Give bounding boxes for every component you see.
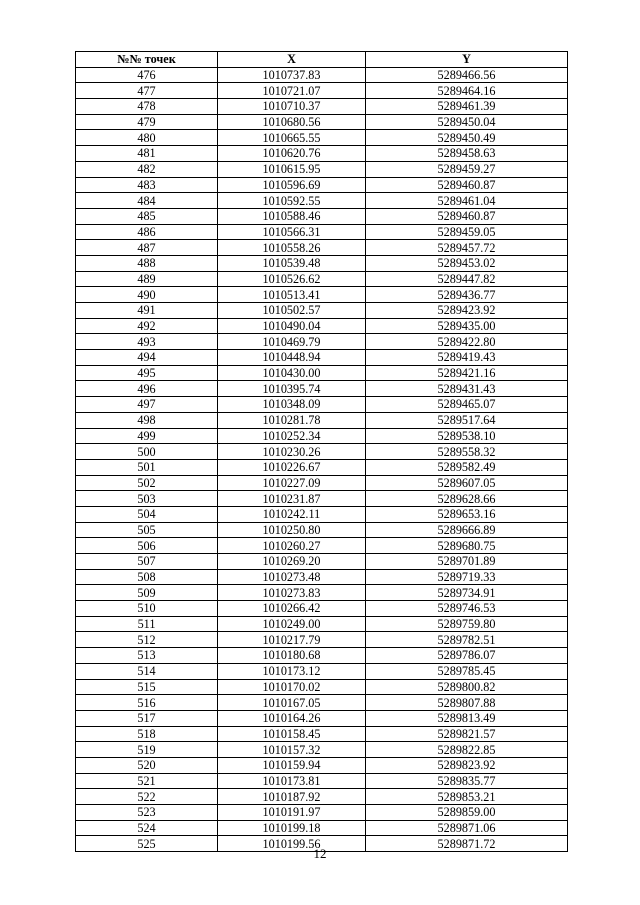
x-coordinate-cell: 1010250.80	[218, 522, 366, 538]
table-row	[76, 334, 568, 350]
table-row	[76, 491, 568, 507]
point-number-cell: 501	[76, 459, 218, 475]
table-row	[76, 569, 568, 585]
table-row	[76, 757, 568, 773]
point-number-cell: 497	[76, 397, 218, 413]
point-number-cell: 492	[76, 318, 218, 334]
y-coordinate-cell: 5289458.63	[366, 146, 568, 162]
x-coordinate-cell: 1010273.83	[218, 585, 366, 601]
x-coordinate-cell: 1010191.97	[218, 805, 366, 821]
point-number-cell: 513	[76, 648, 218, 664]
x-coordinate-cell: 1010199.18	[218, 820, 366, 836]
y-coordinate-cell: 5289453.02	[366, 255, 568, 271]
y-coordinate-cell: 5289457.72	[366, 240, 568, 256]
point-number-cell: 491	[76, 303, 218, 319]
table-row	[76, 695, 568, 711]
point-number-cell: 516	[76, 695, 218, 711]
x-coordinate-cell: 1010167.05	[218, 695, 366, 711]
x-coordinate-cell: 1010230.26	[218, 444, 366, 460]
page-number: 12	[313, 846, 327, 861]
y-coordinate-cell: 5289666.89	[366, 522, 568, 538]
x-coordinate-cell: 1010588.46	[218, 208, 366, 224]
y-coordinate-cell: 5289782.51	[366, 632, 568, 648]
table-row	[76, 726, 568, 742]
point-number-cell: 493	[76, 334, 218, 350]
x-coordinate-cell: 1010187.92	[218, 789, 366, 805]
header-point-number: №№ точек	[76, 52, 218, 68]
y-coordinate-cell: 5289835.77	[366, 773, 568, 789]
y-coordinate-cell: 5289450.04	[366, 114, 568, 130]
x-coordinate-cell: 1010737.83	[218, 67, 366, 83]
table-row	[76, 83, 568, 99]
point-number-cell: 503	[76, 491, 218, 507]
y-coordinate-cell: 5289701.89	[366, 554, 568, 570]
x-coordinate-cell: 1010164.26	[218, 710, 366, 726]
table-row	[76, 208, 568, 224]
y-coordinate-cell: 5289871.72	[366, 836, 568, 852]
table-row	[76, 146, 568, 162]
x-coordinate-cell: 1010566.31	[218, 224, 366, 240]
y-coordinate-cell: 5289859.00	[366, 805, 568, 821]
x-coordinate-cell: 1010490.04	[218, 318, 366, 334]
point-number-cell: 498	[76, 412, 218, 428]
table-row	[76, 255, 568, 271]
y-coordinate-cell: 5289460.87	[366, 208, 568, 224]
point-number-cell: 476	[76, 67, 218, 83]
table-row	[76, 585, 568, 601]
table-row	[76, 820, 568, 836]
y-coordinate-cell: 5289436.77	[366, 287, 568, 303]
table-row	[76, 444, 568, 460]
y-coordinate-cell: 5289461.04	[366, 193, 568, 209]
table-row	[76, 773, 568, 789]
header-y: Y	[366, 52, 568, 68]
x-coordinate-cell: 1010665.55	[218, 130, 366, 146]
x-coordinate-cell: 1010227.09	[218, 475, 366, 491]
y-coordinate-cell: 5289419.43	[366, 350, 568, 366]
table-row	[76, 318, 568, 334]
x-coordinate-cell: 1010158.45	[218, 726, 366, 742]
y-coordinate-cell: 5289450.49	[366, 130, 568, 146]
point-number-cell: 496	[76, 381, 218, 397]
x-coordinate-cell: 1010348.09	[218, 397, 366, 413]
x-coordinate-cell: 1010173.12	[218, 663, 366, 679]
y-coordinate-cell: 5289459.27	[366, 161, 568, 177]
y-coordinate-cell: 5289800.82	[366, 679, 568, 695]
x-coordinate-cell: 1010242.11	[218, 506, 366, 522]
y-coordinate-cell: 5289785.45	[366, 663, 568, 679]
x-coordinate-cell: 1010526.62	[218, 271, 366, 287]
y-coordinate-cell: 5289746.53	[366, 601, 568, 617]
y-coordinate-cell: 5289459.05	[366, 224, 568, 240]
table-row	[76, 632, 568, 648]
x-coordinate-cell: 1010231.87	[218, 491, 366, 507]
x-coordinate-cell: 1010721.07	[218, 83, 366, 99]
x-coordinate-cell: 1010448.94	[218, 350, 366, 366]
point-number-cell: 490	[76, 287, 218, 303]
table-row	[76, 742, 568, 758]
y-coordinate-cell: 5289786.07	[366, 648, 568, 664]
x-coordinate-cell: 1010513.41	[218, 287, 366, 303]
y-coordinate-cell: 5289447.82	[366, 271, 568, 287]
table-row	[76, 459, 568, 475]
point-number-cell: 500	[76, 444, 218, 460]
x-coordinate-cell: 1010273.48	[218, 569, 366, 585]
x-coordinate-cell: 1010395.74	[218, 381, 366, 397]
point-number-cell: 509	[76, 585, 218, 601]
table-row	[76, 805, 568, 821]
point-number-cell: 482	[76, 161, 218, 177]
table-row	[76, 350, 568, 366]
table-row	[76, 130, 568, 146]
table-row	[76, 412, 568, 428]
table-body	[76, 67, 568, 851]
table-row	[76, 475, 568, 491]
y-coordinate-cell: 5289423.92	[366, 303, 568, 319]
point-number-cell: 508	[76, 569, 218, 585]
x-coordinate-cell: 1010281.78	[218, 412, 366, 428]
table-row	[76, 663, 568, 679]
table-row	[76, 616, 568, 632]
table-row	[76, 287, 568, 303]
x-coordinate-cell: 1010680.56	[218, 114, 366, 130]
y-coordinate-cell: 5289466.56	[366, 67, 568, 83]
table-row	[76, 710, 568, 726]
y-coordinate-cell: 5289821.57	[366, 726, 568, 742]
y-coordinate-cell: 5289464.16	[366, 83, 568, 99]
table-row	[76, 271, 568, 287]
table-row	[76, 303, 568, 319]
point-number-cell: 524	[76, 820, 218, 836]
point-number-cell: 478	[76, 99, 218, 115]
table-row	[76, 522, 568, 538]
x-coordinate-cell: 1010199.56	[218, 836, 366, 852]
x-coordinate-cell: 1010269.20	[218, 554, 366, 570]
table-row	[76, 506, 568, 522]
point-number-cell: 521	[76, 773, 218, 789]
x-coordinate-cell: 1010260.27	[218, 538, 366, 554]
point-number-cell: 483	[76, 177, 218, 193]
y-coordinate-cell: 5289734.91	[366, 585, 568, 601]
y-coordinate-cell: 5289813.49	[366, 710, 568, 726]
point-number-cell: 499	[76, 428, 218, 444]
point-number-cell: 505	[76, 522, 218, 538]
table-row	[76, 538, 568, 554]
x-coordinate-cell: 1010180.68	[218, 648, 366, 664]
point-number-cell: 485	[76, 208, 218, 224]
point-number-cell: 488	[76, 255, 218, 271]
y-coordinate-cell: 5289435.00	[366, 318, 568, 334]
table-row	[76, 67, 568, 83]
y-coordinate-cell: 5289422.80	[366, 334, 568, 350]
table-row	[76, 679, 568, 695]
y-coordinate-cell: 5289822.85	[366, 742, 568, 758]
point-number-cell: 495	[76, 365, 218, 381]
point-number-cell: 486	[76, 224, 218, 240]
x-coordinate-cell: 1010157.32	[218, 742, 366, 758]
y-coordinate-cell: 5289653.16	[366, 506, 568, 522]
table-row	[76, 240, 568, 256]
point-number-cell: 484	[76, 193, 218, 209]
coordinates-table	[75, 51, 568, 852]
point-number-cell: 487	[76, 240, 218, 256]
x-coordinate-cell: 1010217.79	[218, 632, 366, 648]
x-coordinate-cell: 1010170.02	[218, 679, 366, 695]
x-coordinate-cell: 1010710.37	[218, 99, 366, 115]
header-x: X	[218, 52, 366, 68]
point-number-cell: 494	[76, 350, 218, 366]
point-number-cell: 510	[76, 601, 218, 617]
y-coordinate-cell: 5289853.21	[366, 789, 568, 805]
y-coordinate-cell: 5289431.43	[366, 381, 568, 397]
point-number-cell: 520	[76, 757, 218, 773]
point-number-cell: 519	[76, 742, 218, 758]
table-row	[76, 789, 568, 805]
point-number-cell: 506	[76, 538, 218, 554]
x-coordinate-cell: 1010620.76	[218, 146, 366, 162]
y-coordinate-cell: 5289871.06	[366, 820, 568, 836]
x-coordinate-cell: 1010615.95	[218, 161, 366, 177]
table-header-row	[76, 52, 568, 68]
table-row	[76, 114, 568, 130]
x-coordinate-cell: 1010266.42	[218, 601, 366, 617]
table-row	[76, 224, 568, 240]
y-coordinate-cell: 5289680.75	[366, 538, 568, 554]
y-coordinate-cell: 5289607.05	[366, 475, 568, 491]
point-number-cell: 523	[76, 805, 218, 821]
point-number-cell: 512	[76, 632, 218, 648]
point-number-cell: 525	[76, 836, 218, 852]
x-coordinate-cell: 1010252.34	[218, 428, 366, 444]
point-number-cell: 511	[76, 616, 218, 632]
table-row	[76, 397, 568, 413]
table-row	[76, 177, 568, 193]
x-coordinate-cell: 1010558.26	[218, 240, 366, 256]
x-coordinate-cell: 1010249.00	[218, 616, 366, 632]
point-number-cell: 522	[76, 789, 218, 805]
point-number-cell: 514	[76, 663, 218, 679]
y-coordinate-cell: 5289807.88	[366, 695, 568, 711]
table-row	[76, 365, 568, 381]
point-number-cell: 477	[76, 83, 218, 99]
y-coordinate-cell: 5289460.87	[366, 177, 568, 193]
x-coordinate-cell: 1010502.57	[218, 303, 366, 319]
x-coordinate-cell: 1010469.79	[218, 334, 366, 350]
table-row	[76, 554, 568, 570]
y-coordinate-cell: 5289628.66	[366, 491, 568, 507]
point-number-cell: 515	[76, 679, 218, 695]
x-coordinate-cell: 1010539.48	[218, 255, 366, 271]
point-number-cell: 518	[76, 726, 218, 742]
point-number-cell: 517	[76, 710, 218, 726]
y-coordinate-cell: 5289759.80	[366, 616, 568, 632]
x-coordinate-cell: 1010226.67	[218, 459, 366, 475]
y-coordinate-cell: 5289421.16	[366, 365, 568, 381]
point-number-cell: 507	[76, 554, 218, 570]
y-coordinate-cell: 5289719.33	[366, 569, 568, 585]
y-coordinate-cell: 5289823.92	[366, 757, 568, 773]
x-coordinate-cell: 1010173.81	[218, 773, 366, 789]
y-coordinate-cell: 5289461.39	[366, 99, 568, 115]
point-number-cell: 504	[76, 506, 218, 522]
table-row	[76, 161, 568, 177]
y-coordinate-cell: 5289465.07	[366, 397, 568, 413]
y-coordinate-cell: 5289558.32	[366, 444, 568, 460]
table-row	[76, 428, 568, 444]
point-number-cell: 489	[76, 271, 218, 287]
table-row	[76, 193, 568, 209]
point-number-cell: 502	[76, 475, 218, 491]
y-coordinate-cell: 5289582.49	[366, 459, 568, 475]
table-row	[76, 381, 568, 397]
x-coordinate-cell: 1010592.55	[218, 193, 366, 209]
point-number-cell: 481	[76, 146, 218, 162]
table-row	[76, 99, 568, 115]
table-row	[76, 601, 568, 617]
y-coordinate-cell: 5289538.10	[366, 428, 568, 444]
x-coordinate-cell: 1010430.00	[218, 365, 366, 381]
y-coordinate-cell: 5289517.64	[366, 412, 568, 428]
point-number-cell: 480	[76, 130, 218, 146]
x-coordinate-cell: 1010596.69	[218, 177, 366, 193]
table-row	[76, 648, 568, 664]
x-coordinate-cell: 1010159.94	[218, 757, 366, 773]
point-number-cell: 479	[76, 114, 218, 130]
